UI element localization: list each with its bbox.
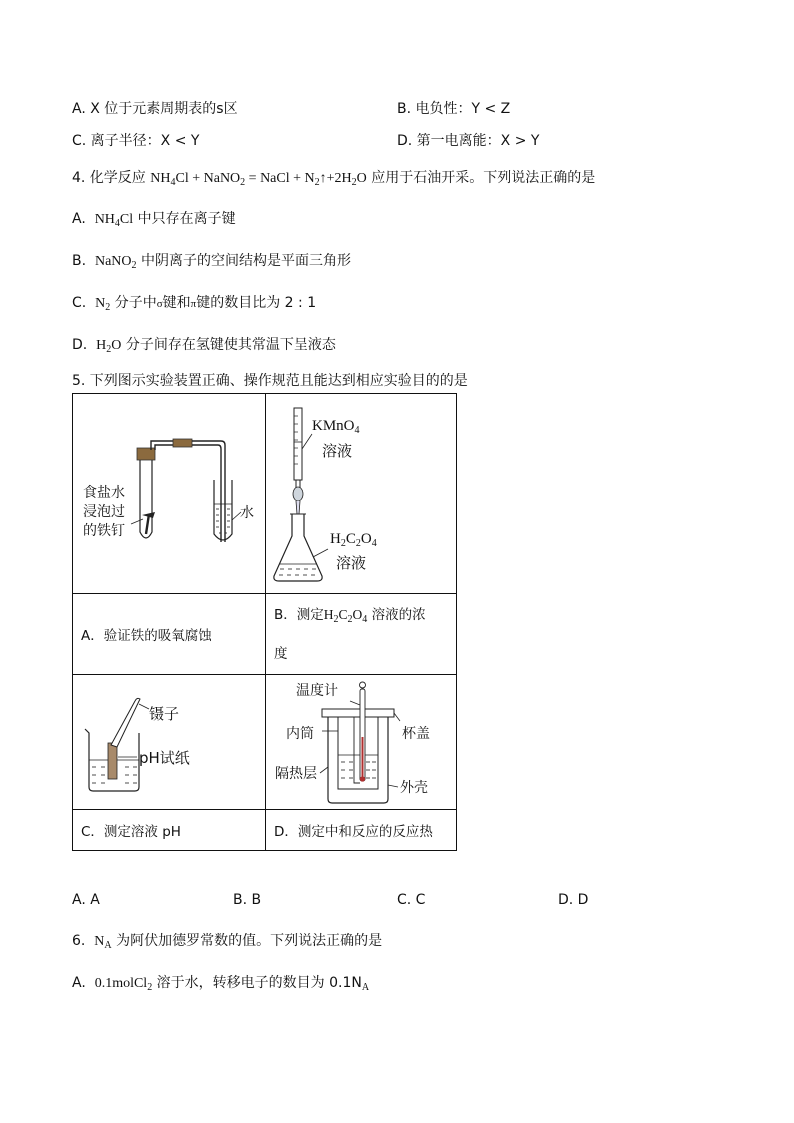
figure-d-cell <box>266 675 457 810</box>
q3-option-a: A. X 位于元素周期表的s区 <box>72 101 238 117</box>
figure-c-ph-paper-label: pH试纸 <box>139 749 190 767</box>
q3-option-c: C. 离子半径：X < Y <box>72 133 200 149</box>
figure-b-cell <box>266 394 457 594</box>
q5-figure-table <box>72 393 457 851</box>
figure-c-tweezers-label: 镊子 <box>149 705 180 723</box>
figure-b-h2c2o4-solution: 溶液 <box>336 554 367 572</box>
figure-c-cell <box>73 675 266 810</box>
figure-b-h2c2o4-label: $H_2C_2O_4$ <box>330 531 377 549</box>
q4-stem-prefix: 4. 化学反应 <box>72 170 151 186</box>
q4-option-a: A. $NH_4Cl$ 中只存在离子键 <box>72 211 236 229</box>
q4-stem-suffix: 应用于石油开采。下列说法正确的是 <box>366 170 596 186</box>
q4-stem <box>72 167 595 188</box>
figure-d-insulation-label: 隔热层 <box>275 766 317 782</box>
q5-option-b: B. B <box>233 892 262 908</box>
caption-c: C．测定溶液 pH <box>73 810 266 851</box>
figure-d-lid-label: 杯盖 <box>402 726 430 742</box>
figure-d-shell-label: 外壳 <box>400 780 428 796</box>
q3-option-d: D. 第一电离能：X > Y <box>397 133 540 149</box>
caption-a: A．验证铁的吸氧腐蚀 <box>73 594 266 675</box>
q4-option-d: D. $H_2O$ 分子间存在氢键使其常温下呈液态 <box>72 337 336 355</box>
q4-option-c: C. $N_2$ 分子中σ键和π键的数目比为 2 : 1 <box>72 295 317 313</box>
q5-option-d: D. D <box>558 892 589 908</box>
q5-option-c: C. C <box>397 892 426 908</box>
figure-c-apparatus <box>73 675 265 809</box>
q4-equation: $NH_4Cl$ + NaNO$_2$ = NaCl + $N_2↑+2H_2O$ <box>150 171 367 188</box>
figure-a-water-label: 水 <box>240 505 254 521</box>
figure-d-thermometer-label: 温度计 <box>296 683 338 699</box>
figure-a-nail-label: 食盐水 浸泡过 的铁钉 <box>83 485 125 539</box>
caption-d: D．测定中和反应的反应热 <box>266 810 457 851</box>
q4-option-b: B. NaNO$_2$ 中阴离子的空间结构是平面三角形 <box>72 253 351 271</box>
figure-b-kmno4-label: KMnO$_4$ <box>312 418 360 436</box>
q5-option-a: A. A <box>72 892 100 908</box>
figure-a-cell <box>73 394 266 594</box>
q6-option-a: A. 0.1molCl$_2$ 溶于水，转移电子的数目为 $0.1N_A$ <box>72 975 370 993</box>
q3-option-b: B. 电负性：Y < Z <box>397 101 511 117</box>
figure-b-kmno4-solution: 溶液 <box>322 442 353 460</box>
q5-stem: 5. 下列图示实验装置正确、操作规范且能达到相应实验目的的是 <box>72 373 468 389</box>
caption-b: B．测定$H_2C_2O_4$ 溶液的浓 度 <box>266 594 457 675</box>
q6-stem: 6. $N_A$ 为阿伏加德罗常数的值。下列说法正确的是 <box>72 933 383 951</box>
figure-d-inner-cup-label: 内筒 <box>286 726 314 742</box>
